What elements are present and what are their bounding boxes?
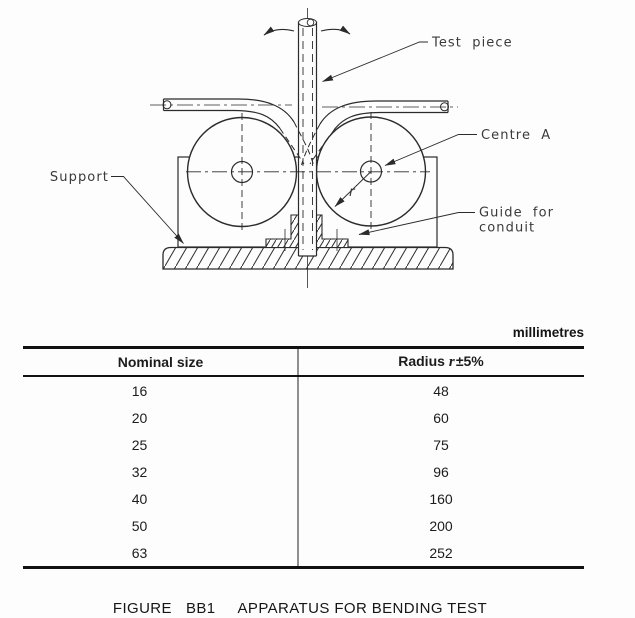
test-piece-tube [299,19,317,257]
table-row [23,512,584,539]
nominal-size-value: 20 [131,409,148,426]
radius-value: 96 [433,463,449,480]
nominal-size-header: Nominal size [117,354,204,370]
guide-label-line1: Guide for [479,205,555,221]
radius-value: 252 [429,544,453,561]
nominal-size-value: 40 [131,490,148,507]
leader-lines [111,42,477,244]
radius-symbol-label: r [349,184,355,200]
table-row [23,458,584,485]
figure-caption [0,600,600,617]
radius-header [298,353,584,371]
nominal-size-value: 25 [131,436,148,453]
table-row [23,431,584,458]
unit-label: millimetres [512,325,584,340]
test-piece-leader [323,42,429,82]
radius-value: 60 [433,409,449,426]
table-row [23,404,584,431]
radius-value: 48 [433,382,449,399]
radius-value: 75 [433,436,449,453]
table-row [23,539,584,566]
nominal-size-value: 50 [131,517,148,534]
nominal-size-value: 63 [131,544,148,561]
guide-label-line2: conduit [479,220,536,236]
radius-value: 160 [429,490,453,507]
table-row [23,485,584,512]
radius-header-suffix: ±5% [455,353,484,369]
caption-figure-word: FIGURE [112,600,172,617]
radius-header-symbol: r [448,354,455,370]
table-header-row [23,349,584,377]
table-row [23,377,584,404]
nominal-size-value: 32 [131,463,148,480]
radius-value: 200 [429,517,453,534]
test-piece-label: Test piece [432,35,513,51]
support-leader [111,177,184,244]
centre-a-label: Centre A [481,128,552,143]
caption-title: APPARATUS FOR BENDING TEST [237,600,488,617]
radius-header-prefix: Radius [398,353,445,369]
bending-radius-table [23,346,584,569]
support-label: Support [49,170,109,185]
caption-figure-number: BB1 [185,600,216,617]
nominal-size-value: 16 [131,382,148,399]
